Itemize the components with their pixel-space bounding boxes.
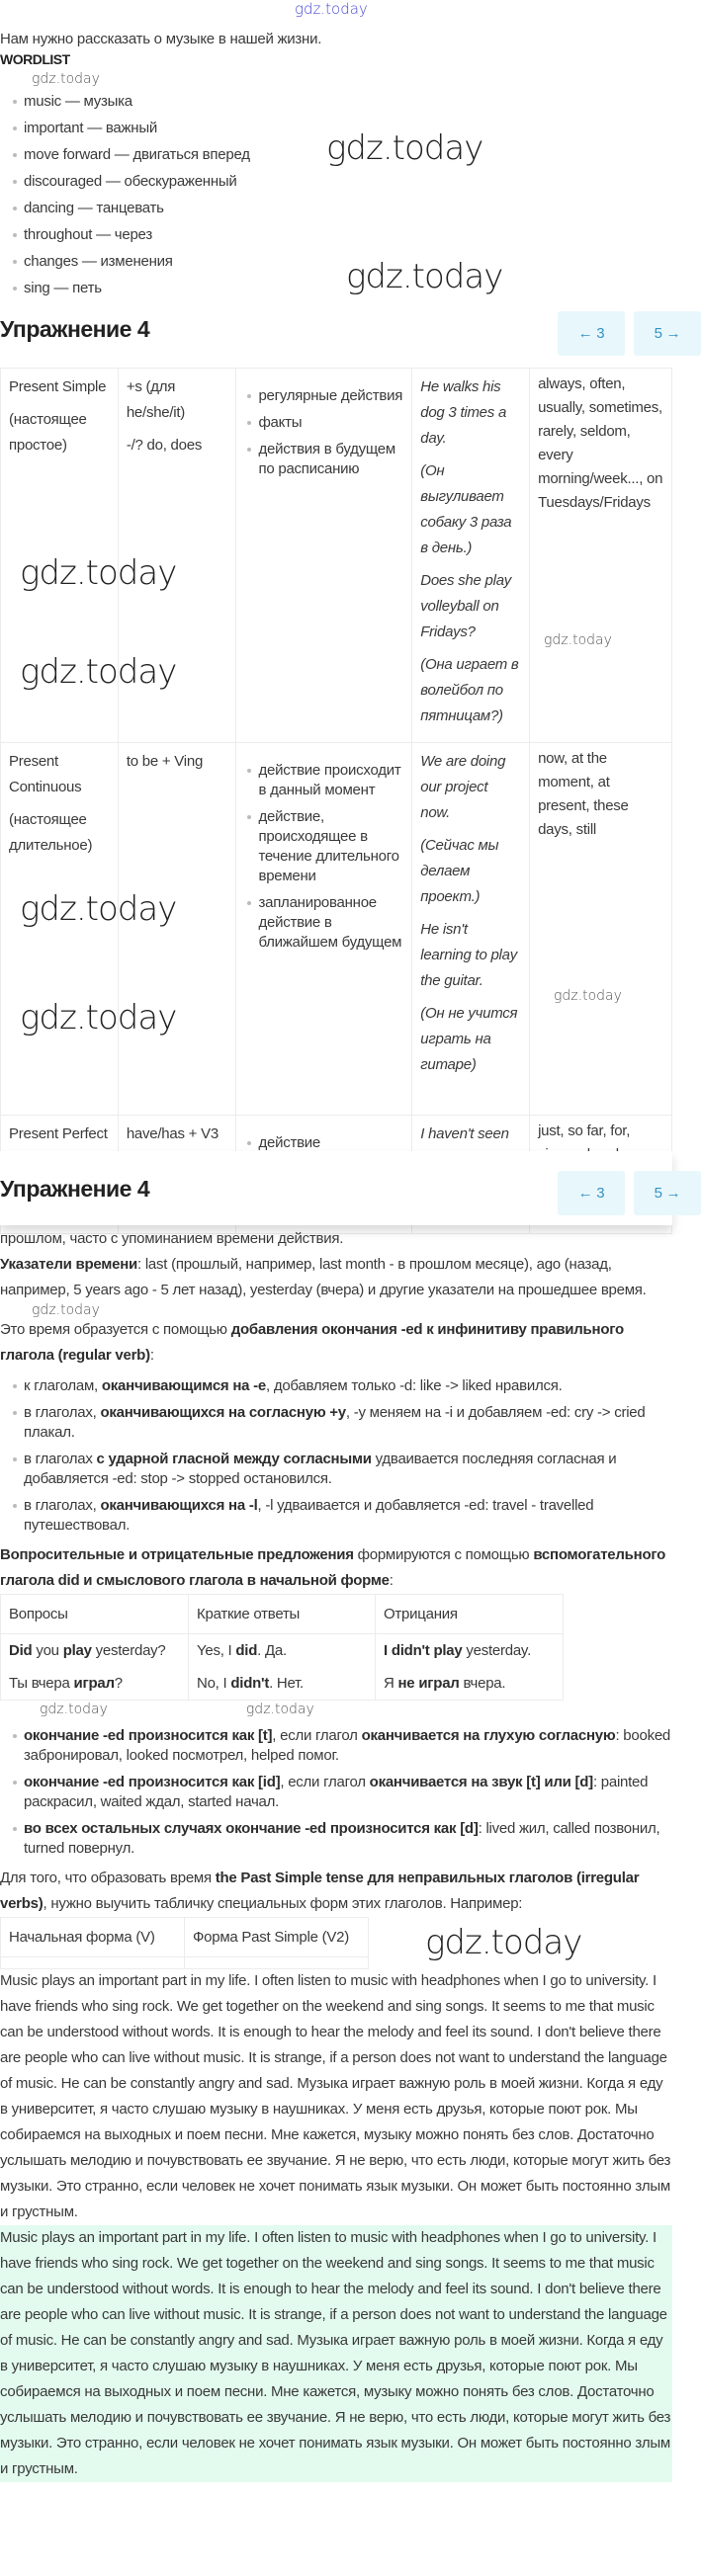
time-markers-cell: now, at the moment, at present, these days, still [530, 743, 672, 1116]
wordlist-item: throughout — через [0, 221, 250, 248]
usage-item: действия в будущем по расписанию [244, 440, 403, 479]
text-segment: Я [384, 1675, 398, 1692]
usage-item: факты [244, 413, 403, 433]
watermark: gdz.today [32, 71, 100, 87]
bold-text: оканчивающимся на -e [101, 1377, 266, 1394]
bold-text: оканчивается на звук [t] или [d] [369, 1774, 593, 1790]
text-segment: формируются с помощью [353, 1546, 534, 1563]
bold-text: окончание -ed произносится как [t] [24, 1727, 273, 1744]
text-segment: , -l удваивается и добавляется -ed: travel - travelled путешествовал. [24, 1497, 594, 1534]
example-text: Does she play volleyball on Fridays? [420, 572, 512, 640]
bold-text: оканчивающихся на согласную +y [100, 1404, 346, 1421]
text-segment: , если глагол [280, 1774, 370, 1790]
text-segment: : booked забронировал, looked посмотрел, helped помог. [24, 1727, 670, 1764]
sticky-prev-exercise-button[interactable]: ← 3 [558, 1171, 625, 1215]
qa-table-header-row [1, 1595, 564, 1634]
usage-item: регулярные действия [244, 386, 403, 406]
sticky-page-title: Упражнение 4 [0, 1176, 150, 1202]
formation-text: have/has + V3 [126, 1125, 219, 1142]
watermark: gdz.today [544, 632, 612, 648]
tense-name: (настоящее простое) [9, 411, 87, 454]
intro-text: Нам нужно рассказать о музыке в нашей жизни. [0, 31, 322, 47]
spelling-rules-list [0, 1376, 672, 1536]
tenses-table-row [1, 369, 672, 743]
text-segment: Это время образуется с помощью [0, 1321, 231, 1338]
sticky-header [0, 1151, 681, 1225]
formation-text: -/? do, does [126, 437, 203, 454]
pronunciation-rule [0, 1819, 672, 1859]
tense-name: Present Simple [9, 378, 107, 395]
example-text: (Он выгуливает собаку 3 раза в день.) [420, 462, 512, 556]
irregular-table-cell [185, 1957, 369, 1969]
wordlist-item: changes — изменения [0, 248, 250, 275]
text-segment: , нужно выучить табличку специальных форм этих глаголов. Например: [43, 1895, 523, 1912]
tense-name: (настоящее длительное) [9, 811, 93, 854]
example-text: We are doing our project now. [420, 753, 506, 821]
text-segment: you [32, 1642, 63, 1659]
bold-text: оканчивается на глухую согласную [361, 1727, 616, 1744]
time-markers-paragraph [0, 1252, 672, 1303]
bold-text: didn't [230, 1675, 270, 1692]
tense-name: Present Perfect [9, 1125, 108, 1142]
wordlist-item: important — важный [0, 115, 250, 141]
watermark-row [0, 1701, 672, 1718]
formation-text: +s (для he/she/it) [126, 378, 186, 421]
text-segment: в глаголах [24, 1451, 97, 1467]
text-segment: к глаголам, [24, 1377, 102, 1394]
wordlist-item: discouraged — обескураженный [0, 168, 250, 195]
qa-table [0, 1594, 564, 1701]
usage-cell [236, 369, 412, 743]
example-text: I haven't seen [420, 1125, 509, 1142]
bold-text: Указатели времени [0, 1256, 137, 1273]
examples-cell [412, 743, 530, 1116]
prev-exercise-button[interactable]: ← 3 [558, 311, 625, 356]
qa-table-header: Отрицания [376, 1595, 564, 1634]
irregular-table-header: Начальная форма (V) [1, 1918, 185, 1957]
content-flow [0, 1226, 672, 2482]
watermark: gdz.today [425, 1923, 582, 1962]
examples-cell [412, 369, 530, 743]
text-segment: ? [114, 1675, 123, 1692]
text-segment: yesterday. [462, 1642, 531, 1659]
page-title: Упражнение 4 [0, 316, 150, 342]
tense-name-cell [1, 369, 119, 743]
watermark: gdz.today [554, 988, 622, 1004]
answer-text-highlighted: Music plays an important part in my life. I often listen to music with headphones when I go to university. I have friends who sing rock. We get together on the weekend and sing songs. It seems to me that music can be understood without words. It is enough to hear the melody and feel its sound. I don't believe there are people who can live without music. It is strange, if a person does not want to understand the language of music. He can be constantly angry and sad. Музыка играет важную роль в моей жизни. Когда я еду в университет, я часто слушаю музыку в наушниках. У меня есть друзья, которые поют рок. Мы собираемся на выходных и поем песни. Мне кажется, музыку можно понять без слов. Достаточно услышать мелодию и почувствовать ее звучание. Я не верю, что есть люди, которые могут жить без музыки. Это странно, если человек не хочет понимать язык музыки. Он может быть постоянно злым и грустным. [0, 2225, 672, 2482]
qa-table-cell [376, 1667, 564, 1701]
bold-text: окончание -ed произносится как [id] [24, 1774, 281, 1790]
bold-text: I didn't play [384, 1642, 463, 1659]
example-text: (Сейчас мы делаем проект.) [420, 837, 499, 905]
text-segment: : lived жил, called позвонил, turned повернул. [24, 1820, 660, 1857]
spelling-rule [0, 1496, 672, 1536]
wordlist-title: WORDLIST [0, 51, 70, 67]
text-segment: yesterday? [91, 1642, 166, 1659]
bold-text: Вопросительные и отрицательные предложения [0, 1546, 354, 1563]
text-segment: . Нет. [269, 1675, 304, 1692]
qa-table-header: Краткие ответы [189, 1595, 376, 1634]
usage-item: действие происходит в данный момент [244, 761, 403, 800]
questions-paragraph [0, 1542, 672, 1594]
text-segment: в глаголах, [24, 1497, 101, 1514]
bold-text: не играл [397, 1675, 460, 1692]
bold-text: play [62, 1642, 92, 1659]
spelling-rule [0, 1376, 672, 1396]
usage-item: действие [244, 1133, 403, 1153]
answer-text: Music plays an important part in my life. I often listen to music with headphones when I go to university. I have friends who sing rock. We get together on the weekend and sing songs. It seems to me that music can be understood without words. It is enough to hear the melody and feel its sound. I don't believe there are people who can live without music. It is strange, if a person does not want to understand the language of music. He can be constantly angry and sad. Музыка играет важную роль в моей жизни. Когда я еду в университет, я часто слушаю музыку в наушниках. У меня есть друзья, которые поют рок. Мы собираемся на выходных и поем песни. Мне кажется, музыку можно понять без слов. Достаточно услышать мелодию и почувствовать ее звучание. Я не верю, что есть люди, которые могут жить без музыки. Это странно, если человек не хочет понимать язык музыки. Он может быть постоянно злым и грустным. [0, 1972, 671, 2220]
qa-table-cell [376, 1634, 564, 1668]
irregular-verbs-table [0, 1917, 369, 1969]
example-text: He isn't learning to play the guitar. [420, 921, 517, 989]
watermark: gdz.today [20, 652, 177, 692]
text-segment: Yes, I [197, 1642, 236, 1659]
watermark-logo: gdz.today [295, 0, 368, 18]
watermark: gdz.today [20, 998, 177, 1038]
time-markers-cell: just, so far, for, [530, 1116, 672, 1234]
bold-text: Did [9, 1642, 33, 1659]
text-segment: , -y меняем на -i и добавляем -ed: cry -> cried плакал. [24, 1404, 646, 1441]
text-segment: No, I [197, 1675, 231, 1692]
qa-table-cell [189, 1634, 376, 1668]
bold-text: играл [73, 1675, 115, 1692]
text-segment: : [149, 1347, 154, 1364]
watermark: gdz.today [32, 1302, 100, 1318]
text-segment: Ты вчера [9, 1675, 74, 1692]
watermark: gdz.today [40, 1702, 108, 1717]
tenses-table [0, 368, 672, 1234]
irregular-table-header: Форма Past Simple (V2) [185, 1918, 369, 1957]
qa-table-cell [1, 1634, 189, 1668]
formation-text: to be + Ving [126, 753, 204, 770]
time-markers-cell: always, often, usually, sometimes, rarely, seldom, every morning/week..., on Tuesdays/Fridays [530, 369, 672, 743]
watermark: gdz.today [20, 889, 177, 929]
example-text: He walks his dog 3 times a day. [420, 378, 507, 447]
bold-text: вспомогательного глагола did и смыслового глагола в начальной форме [0, 1546, 666, 1589]
text-segment: удваивается последняя согласная и добавляется -ed: stop -> stopped остановился. [24, 1451, 617, 1487]
irregular-verbs-table-container [0, 1917, 672, 1968]
pronunciation-rule [0, 1773, 672, 1812]
qa-table-header: Вопросы [1, 1595, 189, 1634]
usage-cell [236, 743, 412, 1116]
qa-table-row [1, 1667, 564, 1701]
spelling-rule [0, 1450, 672, 1489]
tense-name-cell [1, 743, 119, 1116]
tenses-table-container [0, 368, 672, 1151]
irregular-paragraph [0, 1866, 672, 1917]
usage-list [244, 749, 403, 953]
wordlist-item: move forward — двигаться вперед [0, 141, 250, 168]
tenses-table-row [1, 743, 672, 1116]
usage-item: запланированное действие в ближайшем будущем [244, 893, 403, 953]
text-segment: , добавляем только -d: like -> liked нравился. [266, 1377, 563, 1394]
pronunciation-rules-list [0, 1726, 672, 1859]
qa-table-row [1, 1634, 564, 1668]
irregular-table-cell [1, 1957, 185, 1969]
tense-name: Present Continuous [9, 753, 82, 795]
usage-item: действие, происходящее в течение длительного времени [244, 807, 403, 886]
text-segment: : [389, 1572, 394, 1589]
text-segment: , если глагол [272, 1727, 362, 1744]
text-segment: . Да. [257, 1642, 287, 1659]
bold-text: did [235, 1642, 258, 1659]
formation-cell [118, 369, 236, 743]
usage-list [244, 374, 403, 479]
pronunciation-rule [0, 1726, 672, 1766]
wordlist-item: sing — петь [0, 275, 250, 301]
wordlist-item: dancing — танцевать [0, 195, 250, 221]
cut-off-text: прошлом, часто с упоминанием времени действия. [0, 1230, 344, 1247]
qa-table-cell [189, 1667, 376, 1701]
sticky-next-exercise-button[interactable]: 5 → [634, 1171, 701, 1215]
example-text: (Он не учится играть на гитаре) [420, 1005, 518, 1073]
usage-list [244, 1122, 403, 1153]
formation-paragraph [0, 1317, 672, 1369]
bold-text: с ударной гласной между согласными [96, 1451, 372, 1467]
bold-text: добавления окончания -ed к инфинитиву правильного глагола (regular verb) [0, 1321, 624, 1364]
wordlist-item: music — музыка [0, 88, 250, 115]
text-segment: вчера. [459, 1675, 506, 1692]
formation-cell [118, 743, 236, 1116]
bold-text: во всех остальных случаях окончание -ed произносится как [d] [24, 1820, 479, 1837]
qa-table-cell [1, 1667, 189, 1701]
watermark: gdz.today [245, 1702, 314, 1717]
watermark: gdz.today [346, 257, 503, 296]
example-text: (Она играет в волейбол по пятницам?) [420, 656, 519, 724]
next-exercise-button[interactable]: 5 → [634, 311, 701, 356]
bold-text: оканчивающихся на -l [100, 1497, 258, 1514]
text-segment: : last (прошлый, например, last month - в прошлом месяце), ago (назад, например, 5 years ago - 5 лет назад), yesterday (вчера) и другие указатели на прошедшее время. [0, 1256, 647, 1298]
wordlist [0, 88, 250, 301]
spelling-rule [0, 1403, 672, 1443]
text-segment: в глаголах, [24, 1404, 101, 1421]
text-segment: Для того, что образовать время [0, 1870, 216, 1886]
watermark: gdz.today [20, 553, 177, 593]
text-segment: : painted раскрасил, waited ждал, started начал. [24, 1774, 649, 1810]
watermark: gdz.today [326, 128, 483, 168]
bold-text: the Past Simple tense для неправильных глаголов (irregular verbs) [0, 1870, 640, 1912]
